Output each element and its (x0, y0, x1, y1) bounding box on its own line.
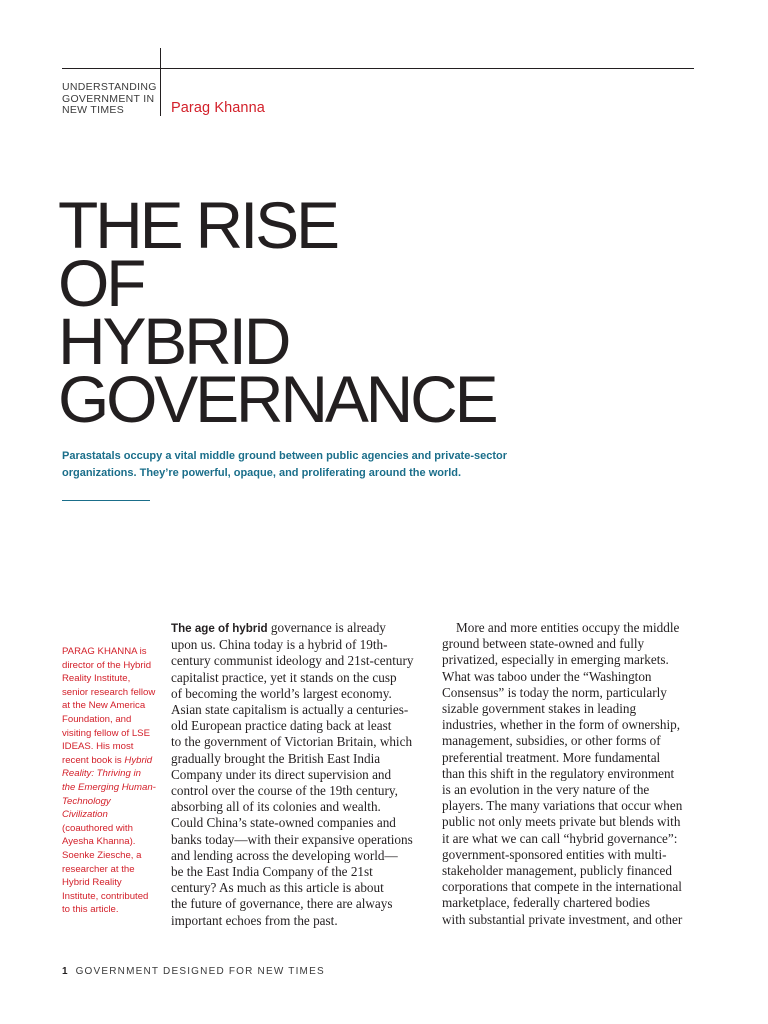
title-line: THE RISE (58, 188, 337, 262)
body-line: control over the course of the 19th century, (171, 783, 398, 799)
body-line: century? As much as this article is about (171, 880, 384, 896)
body-line: old European practice dating back at least (171, 718, 392, 734)
lead-in: The age of hybrid (171, 622, 268, 635)
dek-rule (62, 500, 150, 501)
body-line: marketplace, federally chartered bodies (442, 895, 650, 911)
body-line: public not only meets private but blends with (442, 814, 681, 830)
page-footer (62, 966, 325, 977)
body-line: preferential treatment. More fundamental (442, 749, 661, 765)
body-line: to the government of Victorian Britain, which (171, 734, 413, 750)
body-line: of becoming the world’s largest economy. (171, 685, 392, 701)
body-line: corporations that compete in the international (442, 879, 682, 895)
body-line: than this shift in the regulatory environment (442, 765, 675, 781)
author-name: Parag Khanna (171, 100, 265, 116)
running-title: GOVERNMENT DESIGNED FOR NEW TIMES (75, 966, 325, 977)
page-number: 1 (62, 966, 68, 977)
title-line: HYBRID (58, 304, 289, 378)
body-line: and lending across the developing world— (171, 847, 398, 863)
series-line: GOVERNMENT IN (62, 92, 155, 105)
body-line: sizable government stakes in leading (442, 701, 637, 717)
body-line: privatized, especially in emerging markets. (442, 652, 669, 668)
body-line: government-sponsored entities with multi- (442, 846, 667, 862)
series-label (62, 82, 158, 117)
body-line: it are what we can call “hybrid governance”: (442, 830, 678, 846)
body-line: is an evolution in the very nature of the (442, 782, 650, 798)
article-title (58, 188, 496, 436)
series-line: NEW TIMES (62, 104, 125, 116)
body-line: upon us. China today is a hybrid of 19th- (171, 637, 388, 653)
body-line: with substantial private investment, and other (442, 911, 683, 927)
body-line: Consensus” is today the norm, particularly (442, 684, 667, 700)
body-line: industries, whether in the form of ownership, (442, 717, 681, 733)
body-line: More and more entities occupy the middle (456, 620, 680, 635)
body-line: banks today—with their expansive operations (171, 831, 413, 847)
body-line: Company under its direct supervision and (171, 766, 392, 782)
body-line: Asian state capitalism is actually a centuries- (171, 702, 409, 718)
body-line: What was taboo under the “Washington (442, 668, 652, 684)
author-bio (62, 645, 156, 917)
body-line: the future of governance, there are always (171, 896, 393, 912)
body-line: capitalist practice, yet it stands on the cusp (171, 669, 397, 685)
series-line: UNDERSTANDING (62, 81, 157, 93)
body-line: stakeholder management, publicly financed (442, 863, 672, 879)
body-line: century communist ideology and 21st-century (171, 653, 414, 669)
body-line: Could China’s state-owned companies and (171, 815, 396, 831)
body-line: gradually brought the British East India (171, 750, 381, 766)
title-line: GOVERNANCE (58, 362, 496, 436)
article-dek: Parastatals occupy a vital middle ground between public agencies and private-sector organizations. They’re powerful, opaque, and proliferating around the world. (62, 450, 508, 479)
body-line: important echoes from the past. (171, 912, 338, 928)
body-column-1 (171, 620, 425, 929)
body-line (171, 620, 425, 637)
bio-text: PARAG KHANNA is director of the Hybrid Reality Institute, senior research fellow at the New America Foundation, and visiting fellow of LSE IDEAS. His most recent book is (62, 646, 156, 766)
header-rule (62, 68, 694, 69)
body-line: players. The many variations that occur when (442, 798, 683, 814)
bio-book-title: Hybrid Reality: Thriving in the Emerging Human-Technology Civilization (62, 754, 156, 821)
body-line: be the East India Company of the 21st (171, 864, 373, 880)
header-divider (160, 48, 161, 116)
body-column-2 (442, 620, 698, 928)
title-line: OF (58, 246, 144, 320)
body-line: management, subsidies, or other forms of (442, 733, 661, 749)
bio-text-end: (coauthored with Ayesha Khanna). Soenke Ziesche, a researcher at the Hybrid Reality Institute, contributed to this article. (62, 822, 149, 916)
body-line-text: governance is already (267, 620, 386, 635)
body-line: ground between state-owned and fully (442, 636, 645, 652)
body-line: absorbing all of its colonies and wealth. (171, 799, 381, 815)
